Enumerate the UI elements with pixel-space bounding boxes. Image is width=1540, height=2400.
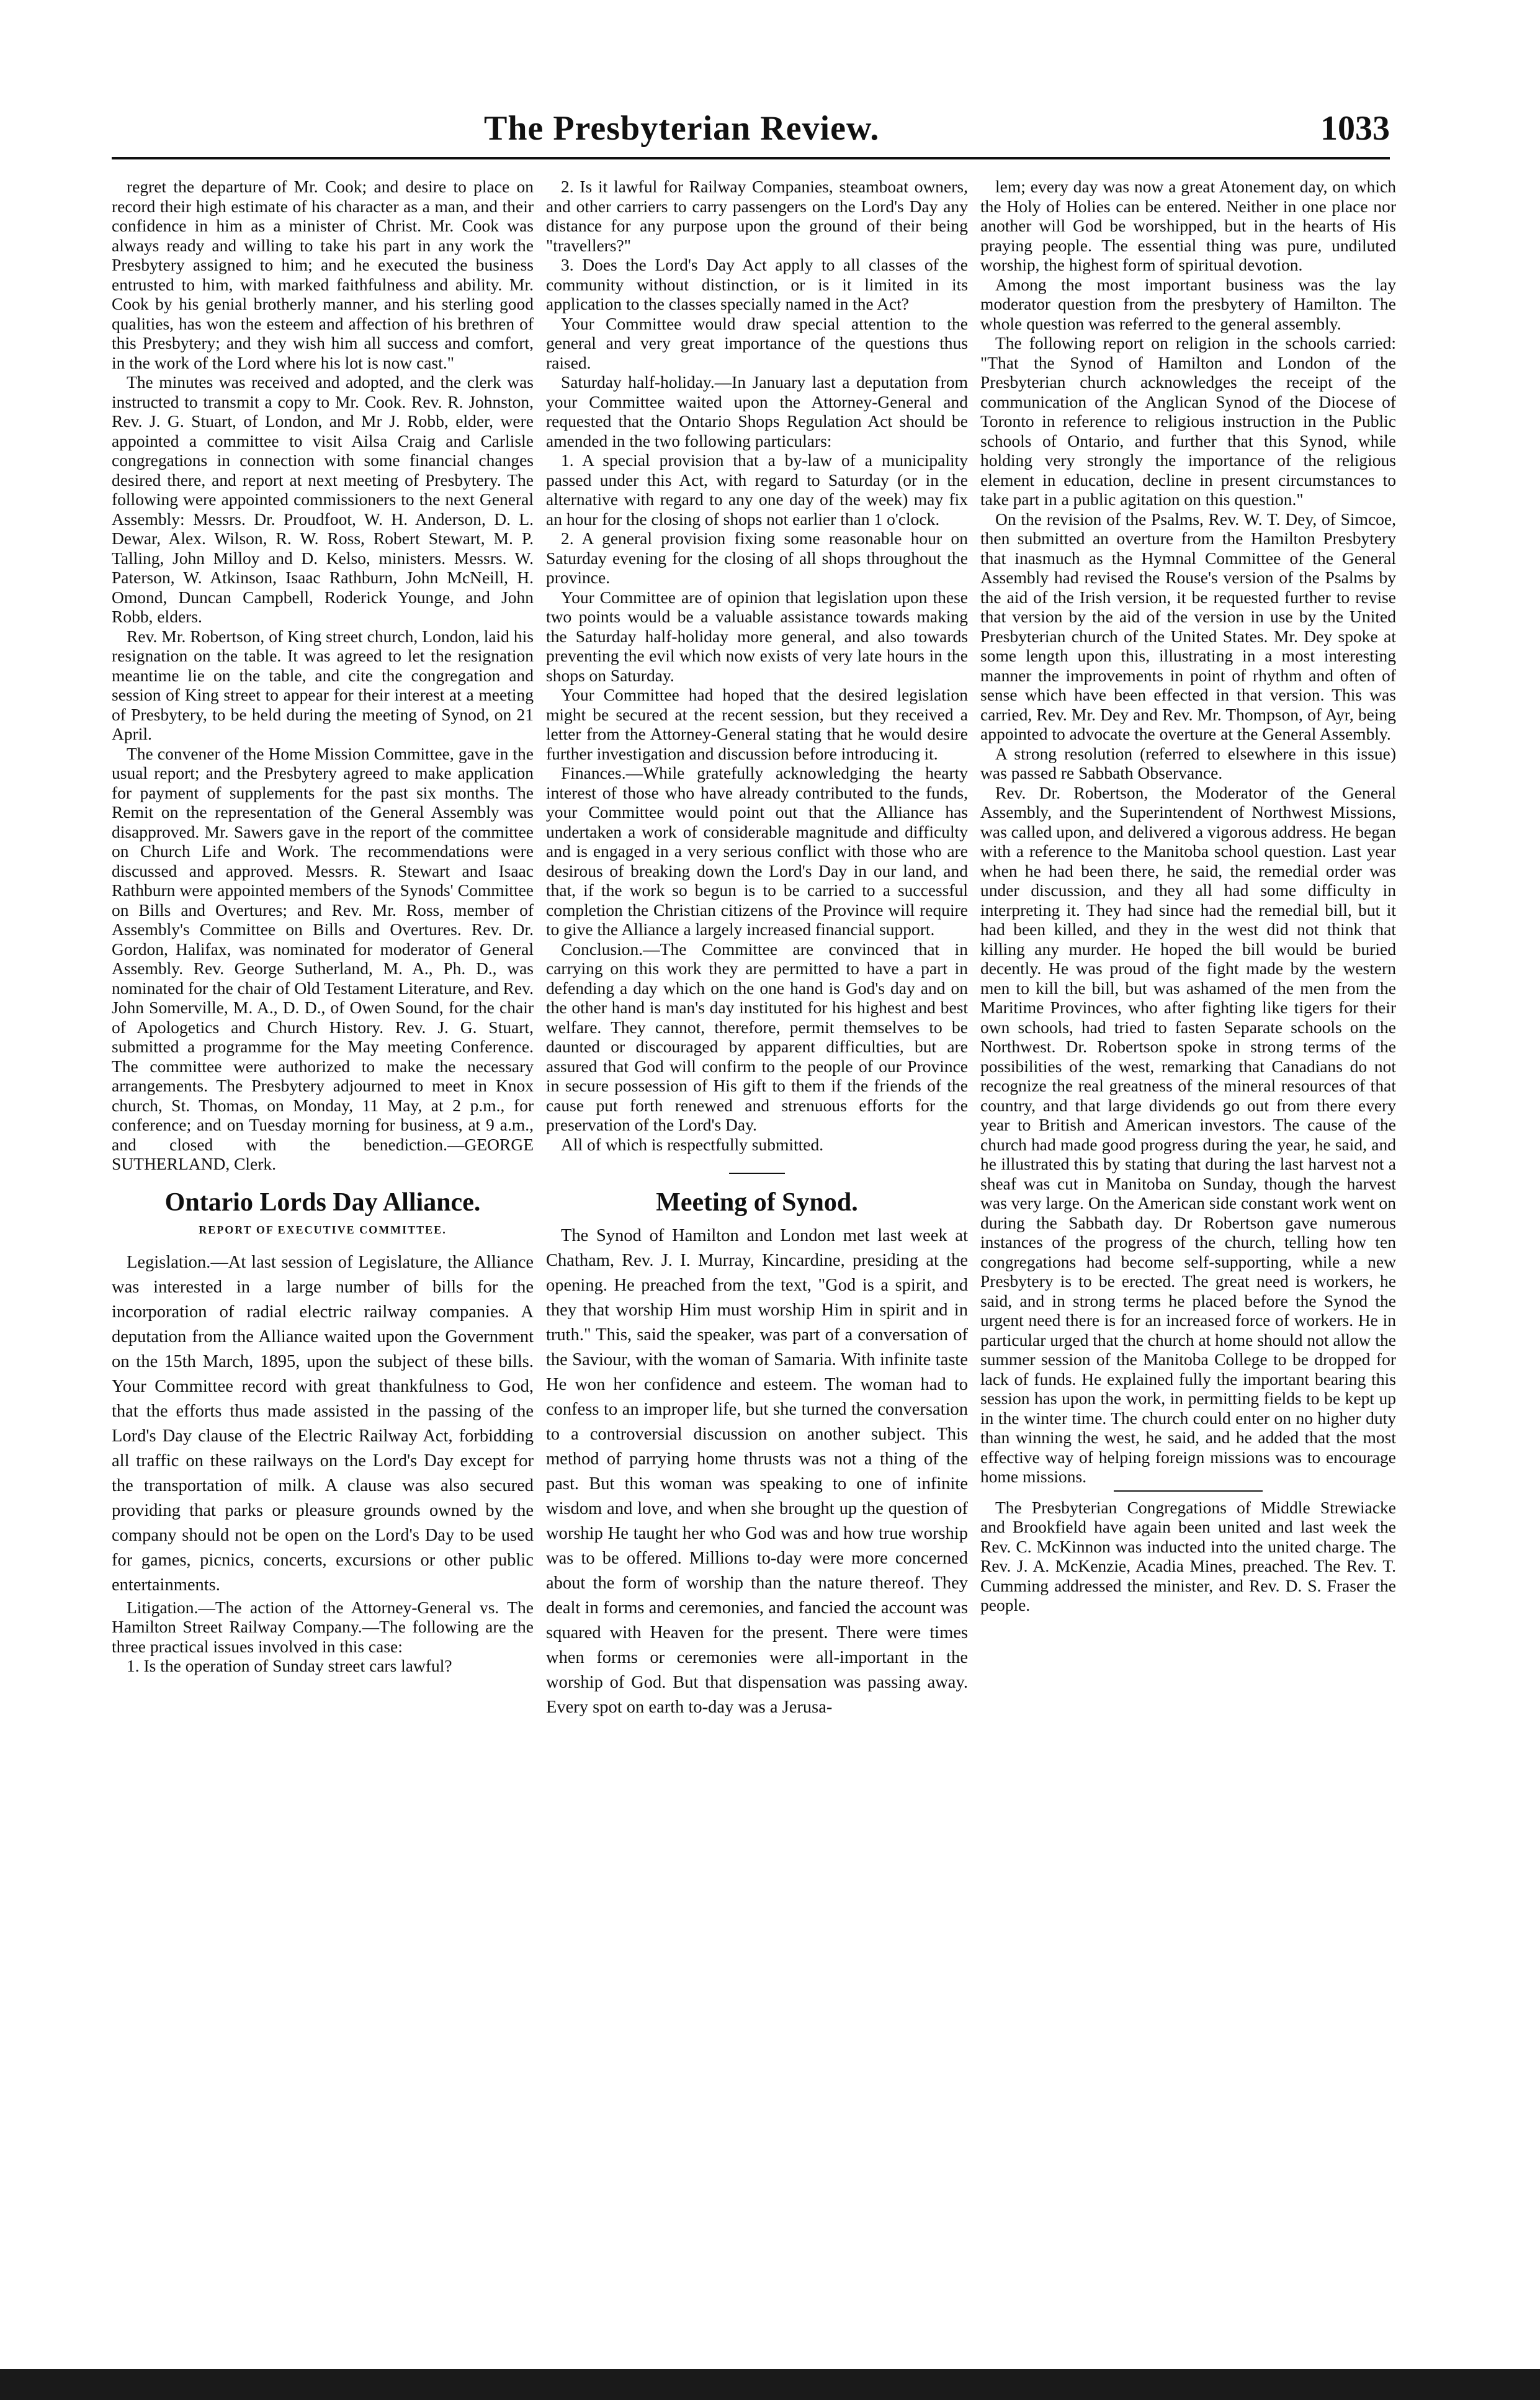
column-2 xyxy=(546,177,968,2355)
page-number: 1033 xyxy=(1320,109,1390,148)
column-3 xyxy=(980,177,1396,2355)
paragraph: Rev. Mr. Robertson, of King street church, London, laid his resignation on the table. It was agreed to let the resignation meantime lie on the table, and cite the congregation and session of King street to appear for their interest at a meeting of Presbytery, to be held during the meeting of Synod, on 21 April. xyxy=(112,626,534,743)
paragraph: Your Committee would draw special attention to the general and very great importance of the questions thus raised. xyxy=(546,313,968,372)
section-rule xyxy=(729,1173,785,1174)
paragraph: Your Committee had hoped that the desired legislation might be secured at the recent session, but they received a letter from the Attorney-General stating that he would desire further investigation and discussion before introducing it. xyxy=(546,685,968,763)
paragraph: Rev. Dr. Robertson, the Moderator of the General Assembly, and the Superintendent of Northwest Missions, was called upon, and delivered a vigorous address. He began with a reference to the Manitoba school question. Last year when he had been there, he said, the remedial order was under discussion, and they all had some difficulty in interpreting it. They had since had the remedial bill, but it had been killed, and they in the west did not think that killing any murder. He hoped the bill would be buried decently. He was proud of the fight made by the western men to kill the bill, but was ashamed of the men from the Maritime Provinces, who after fighting like tigers for their own schools, had tried to fasten Separate schools on the Northwest. Dr. Robertson spoke in strong terms of the possibilities of the west, remarking that Canadians do not recognize the real greatness of the mineral resources of that country, and that large dividends go out from there every year to British and American investors. The cause of the church had made good progress during the year, he said, and he illustrated this by stating that during the last harvest not a sheaf was cut in Manitoba on Sunday, though the harvest was very large. On the American side constant work went on during the Sabbath day. Dr Robertson gave numerous instances of the progress of the church, telling how ten congregations had become self-supporting, while a new Presbytery is to be erected. The great need is workers, he said, and in strong terms he placed before the Synod the urgent need there is for an increased force of workers. He in particular urged that the church at home should not allow the summer session of the Manitoba College to be dropped for lack of funds. He explained fully the important bearing this session has upon the work, in permitting fields to be kept up in the winter time. The church could enter on no higher duty than winning the west, he said, and he added that the most effective way of helping foreign missions was to encourage home missions. xyxy=(980,782,1396,1486)
paragraph: 1. Is the operation of Sunday street cars lawful? xyxy=(127,1656,452,1675)
paragraph: Among the most important business was the lay moderator question from the presbytery of Hamilton. The whole question was referred to the general assembly. xyxy=(980,274,1396,333)
paragraph: Legislation.—At last session of Legislature, the Alliance was interested in a large number of bills for the incorporation of radial electric railway companies. A deputation from the Alliance waited upon the Government on the 15th March, 1895, upon the subject of these bills. Your Committee record with great thankfulness to God, that the efforts thus made assisted in the passing of the Lord's Day clause of the Electric Railway Act, forbidding all traffic on these railways on the Lord's Day except for the transportation of milk. A clause was also secured providing that parks or pleasure grounds owned by the company should not be open on the Lord's Day to be used for games, picnics, concerts, excursions or other public entertainments. xyxy=(112,1252,534,1595)
alliance-heading: Ontario Lords Day Alliance. xyxy=(164,1188,481,1217)
section-rule xyxy=(1114,1490,1263,1492)
scan-edge xyxy=(0,2369,1540,2400)
paragraph: The minutes was received and adopted, and the clerk was instructed to transmit a copy to Mr. Cook. Rev. R. Johnston, Rev. J. G. Stuart, of London, and Mr J. Robb, elder, were appointed a committee to visit Ailsa Craig and Carlisle congregations in connection with some financial changes desired there, and report at next meeting of Presbytery. The following were appointed commissioners to the next General Assembly: Messrs. Dr. Proudfoot, W. H. Anderson, D. L. Dewar, Alex. Wilson, R. W. Ross, Robert Stewart, M. P. Talling, John Milloy and D. Kelso, ministers. Messrs. W. Paterson, W. Atkinson, Isaac Rathburn, John McNeill, H. Omond, Duncan Campbell, Roderick Younge, and John Robb, elders. xyxy=(112,372,534,626)
paragraph: All of which is respectfully submitted. xyxy=(561,1134,824,1154)
synod-heading: Meeting of Synod. xyxy=(656,1188,858,1217)
paragraph: lem; every day was now a great Atonement day, on which the Holy of Holies can be entered. Neither in one place nor another will God be worshipped, but in the hearts of His praying people. The essential thing was pure, undiluted worship, the highest form of spiritual devotion. xyxy=(980,177,1396,274)
paragraph: The following report on religion in the schools carried: "That the Synod of Hamilton and London of the Presbyterian church acknowledges the receipt of the communication of the Anglican Synod of the Diocese of Toronto in reference to religious instruction in the Public schools of Ontario, and further that this Synod, while holding very strongly the importance of the religious element in education, decline in present circumstances to take part in a public agitation on this question." xyxy=(980,333,1396,509)
paragraph: 2. Is it lawful for Railway Companies, steamboat owners, and other carriers to carry passengers on the Lord's Day any distance for any purpose upon the ground of their being "travellers?" xyxy=(546,177,968,255)
paragraph: Conclusion.—The Committee are convinced that in carrying on this work they are permitted to have a part in defending a day which on the one hand is God's day and on the other hand is man's day instituted for his highest and best welfare. They cannot, therefore, permit themselves to be daunted or discouraged by apparent difficulties, but are assured that God will confirm to the people of our Province in secure possession of His gift to them if the friends of the cause put forth renewed and strenuous efforts for the preservation of the Lord's Day. xyxy=(546,939,968,1134)
paragraph: A strong resolution (referred to elsewhere in this issue) was passed re Sabbath Observance. xyxy=(980,743,1396,782)
paragraph: On the revision of the Psalms, Rev. W. T. Dey, of Simcoe, then submitted an overture from the Hamilton Presbytery that inasmuch as the Hymnal Committee of the General Assembly had revised the Rouse's version of the Psalms by the aid of the Irish version, it be requested further to revise that version by the aid of the version in use by the United Presbyterian church of the United States. Mr. Dey spoke at some length upon this, illustrating in a most interesting manner the improvements in point of rhythm and often of sense which have been effected in that version. This was carried, Rev. Mr. Dey and Rev. Mr. Thompson, of Ayr, being appointed to advocate the overture at the General Assembly. xyxy=(980,509,1396,743)
alliance-subheading: REPORT OF EXECUTIVE COMMITTEE. xyxy=(199,1223,447,1236)
paragraph: 3. Does the Lord's Day Act apply to all classes of the community without distinction, or is it limited in its application to the classes specially named in the Act? xyxy=(546,255,968,313)
header-rule xyxy=(112,157,1390,159)
paragraph: 2. A general provision fixing some reasonable hour on Saturday evening for the closing of all shops throughout the province. xyxy=(546,529,968,587)
paragraph: Finances.—While gratefully acknowledging the hearty interest of those who have already contributed to the funds, your Committee would point out that the Alliance has undertaken a work of considerable magnitude and difficulty and is engaged in a very serious conflict with those who are desirous of breaking down the Lord's Day in our land, and that, if the work so begun is to be carried to a successful completion the Christian citizens of the Province will require to give the Alliance a largely increased financial support. xyxy=(546,763,968,939)
paragraph: The Synod of Hamilton and London met last week at Chatham, Rev. J. I. Murray, Kincardine, presiding at the opening. He preached from the text, "God is a spirit, and they that worship Him must worship Him in spirit and in truth." This, said the speaker, was part of a conversation of the Saviour, with the woman of Samaria. With infinite taste He won her confidence and esteem. The woman had to confess to an improper life, but she turned the conversation to a controversial discussion on another subject. This method of parrying home thrusts was not a thing of the past. But this woman was speaking to one of infinite wisdom and love, and when she brought up the question of worship He taught her who God was and how true worship was to be offered. Millions to-day were more concerned about the form of worship than the nature thereof. They dealt in forms and ceremonies, and fancied the account was squared with Heaven for the present. There were times when forms or ceremonies were all-important in the worship of God. But that dispensation was passing away. Every spot on earth to-day was a Jerusa- xyxy=(546,1226,968,1717)
paragraph: Litigation.—The action of the Attorney-General vs. The Hamilton Street Railway Company.—The following are the three practical issues involved in this case: xyxy=(112,1597,534,1656)
page-header xyxy=(112,109,1390,164)
column-1 xyxy=(112,177,534,2355)
paragraph: 1. A special provision that a by-law of a municipality passed under this Act, with regard to Saturday (or in the alternative with regard to any one day of the week) may fix an hour for the closing of shops not earlier than 1 o'clock. xyxy=(546,450,968,529)
paragraph: The convener of the Home Mission Committee, gave in the usual report; and the Presbytery agreed to make application for payment of supplements for the past six months. The Remit on the representation of the General Assembly was disapproved. Mr. Sawers gave in the report of the committee on Church Life and Work. The recommendations were discussed and approved. Messrs. R. Stewart and Isaac Rathburn were appointed members of the Synods' Committee on Bills and Overtures; and Rev. Mr. Ross, member of Assembly's Committee on Bills and Overtures. Rev. Dr. Gordon, Halifax, was nominated for moderator of General Assembly. Rev. George Sutherland, M. A., Ph. D., was nominated for the chair of Old Testament Literature, and Rev. John Somerville, M. A., D. D., of Owen Sound, for the chair of Apologetics and Church History. Rev. J. G. Stuart, submitted a programme for the May meeting Conference. The committee were authorized to make the necessary arrangements. The Presbytery adjourned to meet in Knox church, St. Thomas, on Monday, 11 May, at 2 p.m., for conference; and on Tuesday morning for business, at 9 a.m., and closed with the benediction.—GEORGE SUTHERLAND, Clerk. xyxy=(112,743,534,1173)
paragraph: regret the departure of Mr. Cook; and desire to place on record their high estimate of his character as a man, and their confidence in him as a minister of Christ. Mr. Cook was always ready and willing to take his part in any work the Presbytery assigned to him; and he executed the business entrusted to him, with marked faithfulness and ability. Mr. Cook by his genial brotherly manner, and his sterling good qualities, has won the esteem and affection of his brethren of this Presbytery; and they wish him all success and comfort, in the work of the Lord where his lot is now cast." xyxy=(112,177,534,372)
paragraph: Saturday half-holiday.—In January last a deputation from your Committee waited upon the Attorney-General and requested that the Ontario Shops Regulation Act should be amended in the two following particulars: xyxy=(546,372,968,450)
journal-title: The Presbyterian Review. xyxy=(484,109,880,148)
paragraph: Your Committee are of opinion that legislation upon these two points would be a valuable assistance towards making the Saturday half-holiday more general, and also towards preventing the evil which now exists of very late hours in the shops on Saturday. xyxy=(546,587,968,685)
paragraph: The Presbyterian Congregations of Middle Strewiacke and Brookfield have again been united and last week the Rev. C. McKinnon was inducted into the united charge. The Rev. J. A. McKenzie, Acadia Mines, preached. The Rev. T. Cumming addressed the minister, and Rev. D. S. Fraser the people. xyxy=(980,1497,1396,1614)
